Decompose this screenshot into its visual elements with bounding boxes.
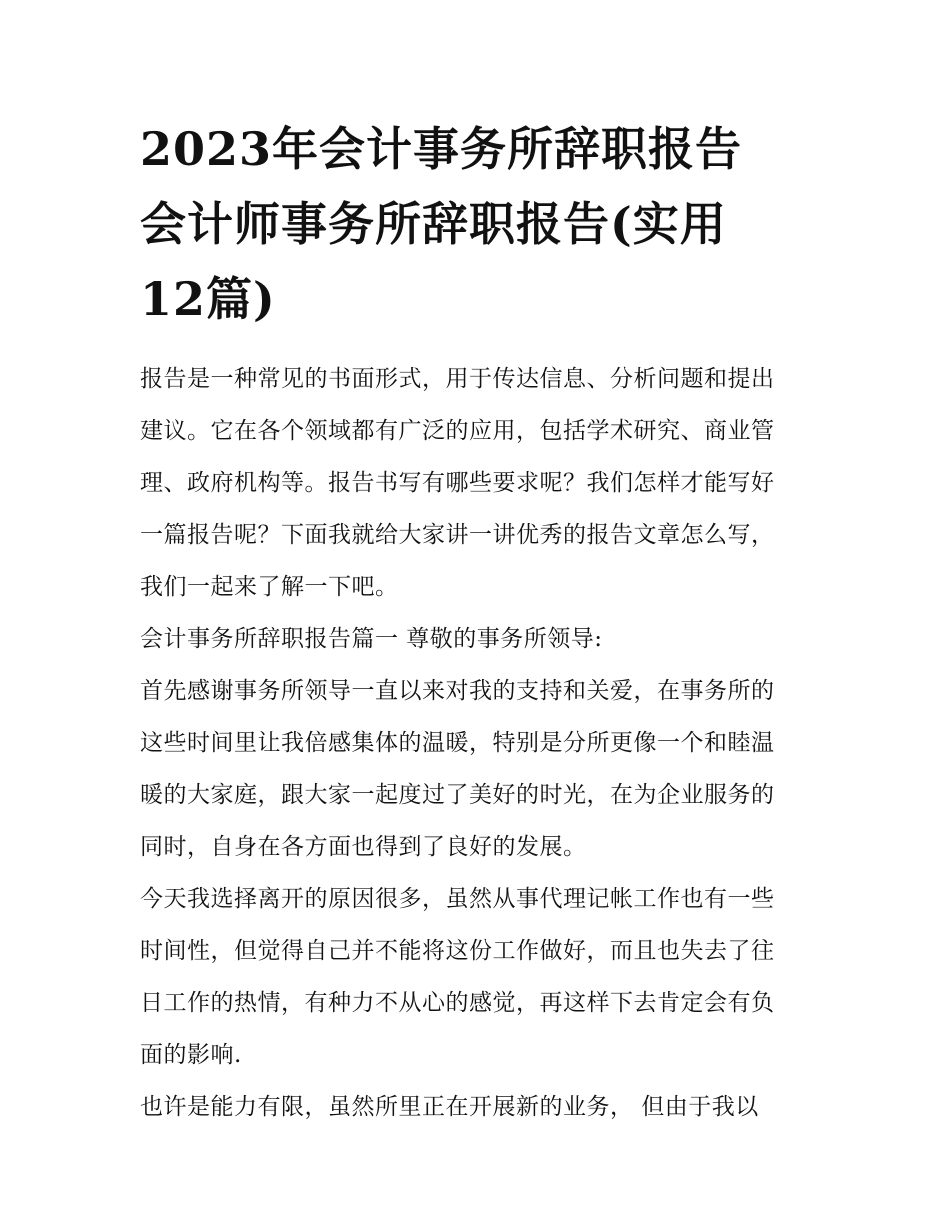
text-line: 我们一起来了解一下吧。 <box>140 574 399 600</box>
text-line: 报告是一种常见的书面形式，用于传达信息、分析问题和提出 <box>140 366 775 392</box>
text-line: 一篇报告呢？下面我就给大家讲一讲优秀的报告文章怎么写， <box>140 522 775 548</box>
document-title <box>140 112 820 337</box>
text-line: 这些时间里让我倍感集体的温暖，特别是分所更像一个和睦温 <box>140 730 775 756</box>
section-heading-paragraph <box>140 613 820 665</box>
text-line: 同时，自身在各方面也得到了良好的发展。 <box>140 834 587 860</box>
text-line: 也许是能力有限，虽然所里正在开展新的业务， 但由于我以 <box>140 1094 759 1120</box>
body-paragraph <box>140 665 820 873</box>
text-line: 今天我选择离开的原因很多，虽然从事代理记帐工作也有一些 <box>140 886 775 912</box>
text-line: 日工作的热情，有种力不从心的感觉，再这样下去肯定会有负 <box>140 990 775 1016</box>
text-line: 建议。它在各个领域都有广泛的应用，包括学术研究、商业管 <box>140 418 775 444</box>
title-line: 12篇) <box>140 272 276 326</box>
intro-paragraph <box>140 353 820 613</box>
title-line: 2023年会计事务所辞职报告 <box>140 122 743 176</box>
body-paragraph <box>140 873 820 1081</box>
title-line: 会计师事务所辞职报告(实用 <box>140 197 727 251</box>
text-line: 首先感谢事务所领导一直以来对我的支持和关爱，在事务所的 <box>140 678 775 704</box>
text-line: 时间性，但觉得自己并不能将这份工作做好，而且也失去了往 <box>140 938 775 964</box>
text-line: 会计事务所辞职报告篇一 尊敬的事务所领导: <box>140 626 603 652</box>
document-body <box>140 353 820 1133</box>
text-line: 面的影响. <box>140 1042 242 1068</box>
body-paragraph <box>140 1081 820 1133</box>
text-line: 暖的大家庭，跟大家一起度过了美好的时光，在为企业服务的 <box>140 782 775 808</box>
text-line: 理、政府机构等。报告书写有哪些要求呢？我们怎样才能写好 <box>140 470 775 496</box>
